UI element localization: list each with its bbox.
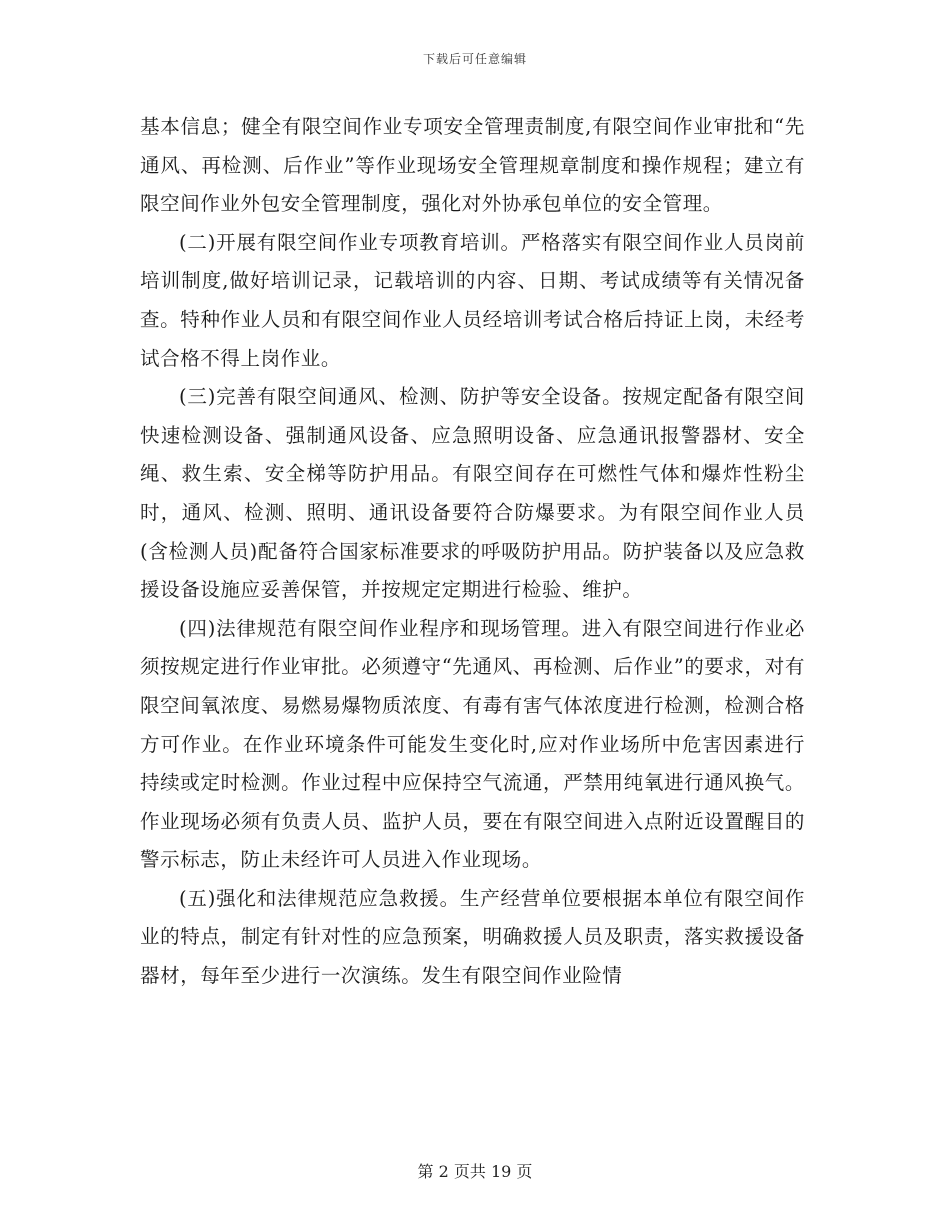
document-body <box>140 108 805 996</box>
paragraph-section-3: (三)完善有限空间通风、检测、防护等安全设备。按规定配备有限空间快速检测设备、强制通风设备、应急照明设备、应急通讯报警器材、安全绳、救生索、安全梯等防护用品。有限空间存在可燃性气体和爆炸性粉尘时，通风、检测、照明、通讯设备要符合防爆要求。为有限空间作业人员(含检测人员)配备符合国家标准要求的呼吸防护用品。防护装备以及应急救援设备设施应妥善保管，并按规定定期进行检验、维护。 <box>140 385 805 602</box>
page-header-note: 下载后可任意编辑 <box>422 52 527 66</box>
paragraph-section-5: (五)强化和法律规范应急救援。生产经营单位要根据本单位有限空间作业的特点，制定有针对性的应急预案，明确救援人员及职责，落实救援设备器材，每年至少进行一次演练。发生有限空间作业险情 <box>140 886 805 988</box>
paragraph-section-4: (四)法律规范有限空间作业程序和现场管理。进入有限空间进行作业必须按规定进行作业审批。必须遵守“先通风、再检测、后作业”的要求，对有限空间氧浓度、易燃易爆物质浓度、有毒有害气体浓度进行检测，检测合格方可作业。在作业环境条件可能发生变化时,应对作业场所中危害因素进行持续或定时检测。作业过程中应保持空气流通，严禁用纯氧进行通风换气。作业现场必须有负责人员、监护人员，要在有限空间进入点附近设置醒目的警示标志，防止未经许可人员进入作业现场。 <box>140 616 805 872</box>
page-number: 第 2 页共 19 页 <box>417 1162 533 1181</box>
paragraph-section-2: (二)开展有限空间作业专项教育培训。严格落实有限空间作业人员岗前培训制度,做好培训记录，记载培训的内容、日期、考试成绩等有关情况备查。特种作业人员和有限空间作业人员经培训考试合格后持证上岗，未经考试合格不得上岗作业。 <box>140 230 805 370</box>
paragraph-continuation: 基本信息；健全有限空间作业专项安全管理责制度,有限空间作业审批和“先通风、再检测、后作业”等作业现场安全管理规章制度和操作规程；建立有限空间作业外包安全管理制度，强化对外协承包单位的安全管理。 <box>140 115 805 216</box>
